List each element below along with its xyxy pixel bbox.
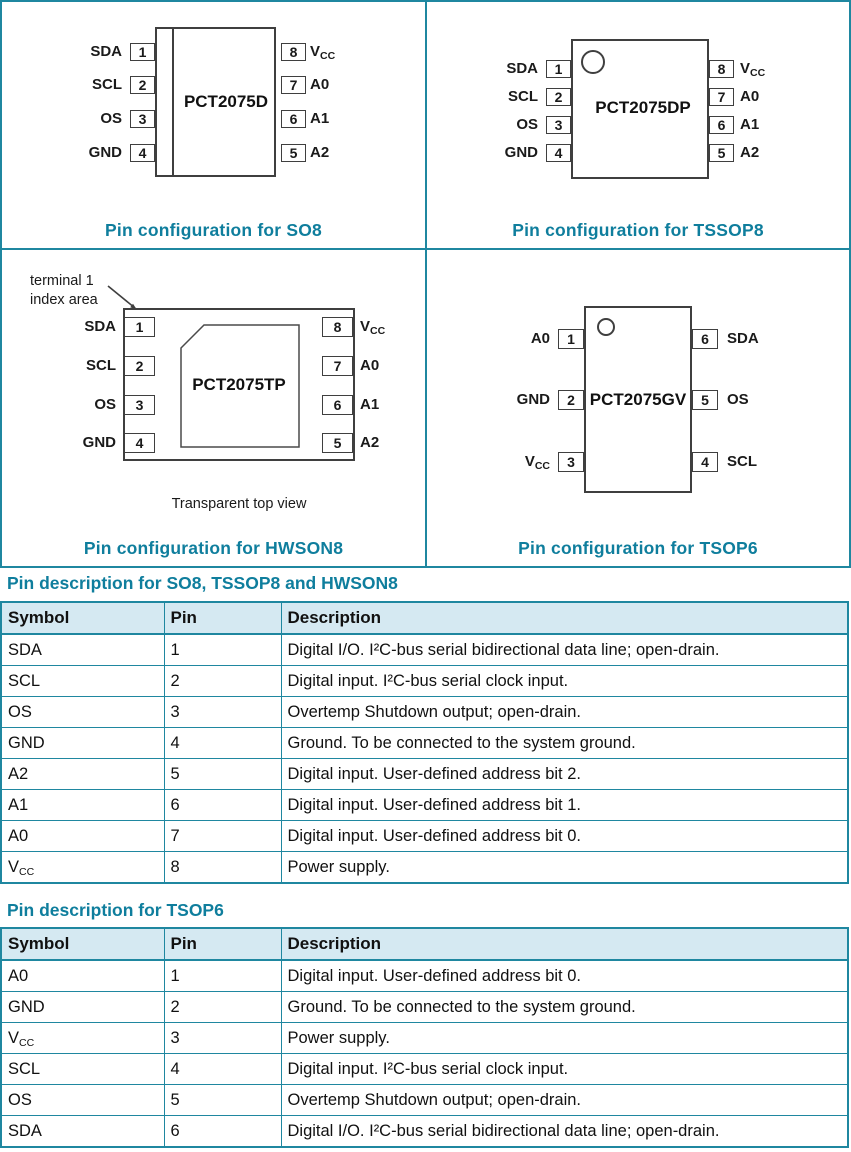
- pin-label-a1: A1: [360, 396, 380, 413]
- pin-description-tsop6-title: Pin description for TSOP6: [7, 900, 224, 920]
- table-row: [1, 1116, 848, 1148]
- tsop6-chip-name: PCT2075GV: [589, 390, 687, 409]
- desc-cell: Digital input. User-defined address bit 0.: [281, 821, 848, 852]
- table-row: [1, 852, 848, 884]
- terminal1-index-area-annotation: [30, 272, 98, 310]
- pin-box-7: 7: [709, 88, 734, 106]
- pin-box-6: 6: [709, 116, 734, 134]
- hwson8-caption: Pin configuration for HWSON8: [83, 538, 344, 558]
- so8-pin-configuration-diagram: [2, 2, 425, 248]
- table-row: [1, 1023, 848, 1054]
- pin-label-scl: SCL: [508, 88, 538, 105]
- pin-box-5: 5: [281, 144, 306, 162]
- pin-cell: 6: [164, 790, 281, 821]
- pin-box-4: 4: [692, 452, 718, 472]
- desc-cell: Digital input. User-defined address bit 1.: [281, 790, 848, 821]
- desc-cell: Overtemp Shutdown output; open-drain.: [281, 1085, 848, 1116]
- hwson8-pin-configuration-diagram: [2, 250, 425, 566]
- pin-label-a0: A0: [740, 88, 760, 105]
- symbol-cell: OS: [1, 1085, 164, 1116]
- pin-box-3: 3: [546, 116, 571, 134]
- pin-label-sda: SDA: [727, 330, 759, 347]
- tssop8-caption: Pin configuration for TSSOP8: [512, 220, 764, 240]
- pin-label-os: OS: [100, 110, 122, 127]
- pin-label-vcc: $V_{CC}$: [310, 43, 336, 62]
- pin-label-vcc: $V_{CC}$: [740, 60, 766, 79]
- pin1-indicator-circle: [597, 318, 615, 336]
- pin-label-os: OS: [516, 116, 538, 133]
- symbol-cell: A2: [1, 759, 164, 790]
- pin-label-os: OS: [94, 396, 116, 413]
- pin-label-sda: SDA: [90, 43, 122, 60]
- pin-cell: 5: [164, 1085, 281, 1116]
- pin-label-a2: A2: [310, 144, 330, 161]
- pin-box-4: 4: [546, 144, 571, 162]
- col-header-description: Description: [281, 602, 848, 634]
- pin1-indicator-circle: [581, 50, 605, 74]
- pin-cell: 7: [164, 821, 281, 852]
- table-head: [1, 602, 848, 634]
- pin-label-a1: A1: [310, 110, 330, 127]
- pin-box-3: 3: [130, 110, 155, 128]
- pin-description-table: [0, 601, 849, 884]
- table-row: [1, 992, 848, 1023]
- pin-description-table: [0, 927, 849, 1148]
- pin-box-4: 4: [124, 433, 155, 453]
- col-header-symbol: Symbol: [1, 928, 164, 960]
- table-row: [1, 1085, 848, 1116]
- pin-box-8: 8: [322, 317, 353, 337]
- tssop8-chip-name: PCT2075DP: [595, 98, 691, 117]
- pin-cell: 3: [164, 697, 281, 728]
- pin-box-4: 4: [130, 144, 155, 162]
- tssop8-pin-configuration-diagram: [427, 2, 849, 248]
- pin-label-sda: SDA: [84, 318, 116, 335]
- pin-box-1: 1: [130, 43, 155, 61]
- symbol-cell: A1: [1, 790, 164, 821]
- pin-box-7: 7: [322, 356, 353, 376]
- desc-cell: Digital input. I²C-bus serial clock input.: [281, 1054, 848, 1085]
- table-row: [1, 728, 848, 759]
- pin-label-gnd: GND: [516, 391, 550, 408]
- subscript: CC: [534, 460, 550, 472]
- pin-box-6: 6: [692, 329, 718, 349]
- pin-cell: 2: [164, 666, 281, 697]
- pin-cell: 4: [164, 1054, 281, 1085]
- pin-box-6: 6: [322, 395, 353, 415]
- subscript: CC: [19, 1036, 35, 1049]
- pin-label-os: OS: [727, 391, 749, 408]
- desc-cell: Digital input. User-defined address bit 0.: [281, 960, 848, 992]
- so8-chip-name: PCT2075D: [183, 92, 269, 111]
- pin-configuration-panel: [0, 0, 851, 568]
- header-row: [1, 602, 848, 634]
- pin-box-5: 5: [322, 433, 353, 453]
- pin-cell: 5: [164, 759, 281, 790]
- symbol-cell: SDA: [1, 634, 164, 666]
- table-row: [1, 821, 848, 852]
- pin-label-scl: SCL: [92, 76, 122, 93]
- tsop6-pin-configuration-diagram: [427, 250, 849, 566]
- pin-cell: 1: [164, 634, 281, 666]
- pin-cell: 2: [164, 992, 281, 1023]
- table-head: [1, 928, 848, 960]
- pin-box-6: 6: [281, 110, 306, 128]
- pin-label-gnd: GND: [82, 434, 116, 451]
- pin-cell: 3: [164, 1023, 281, 1054]
- pin-cell: 6: [164, 1116, 281, 1148]
- pin-label-a0: A0: [310, 76, 330, 93]
- pin-description-so8-tssop8-hwson8-title: Pin description for SO8, TSSOP8 and HWSON8: [7, 573, 398, 593]
- table-row: [1, 697, 848, 728]
- pin-description-table-so8-tssop8-hwson8: [0, 601, 849, 884]
- table-body: [1, 634, 848, 883]
- pin-label-a2: A2: [360, 434, 380, 451]
- pin-box-8: 8: [709, 60, 734, 78]
- pin-label-a1: A1: [740, 116, 760, 133]
- symbol-cell: SCL: [1, 666, 164, 697]
- hwson8-chip-name: PCT2075TP: [192, 375, 286, 394]
- pin-label-vcc: $V_{CC}$: [524, 453, 550, 472]
- pin-label-scl: SCL: [727, 453, 757, 470]
- pin-label-vcc: $V_{CC}$: [360, 318, 386, 337]
- col-header-pin: Pin: [164, 602, 281, 634]
- table-row: [1, 960, 848, 992]
- pin-box-1: 1: [546, 60, 571, 78]
- desc-cell: Digital I/O. I²C-bus serial bidirectional data line; open-drain.: [281, 1116, 848, 1148]
- subscript: CC: [370, 325, 386, 337]
- pin-box-3: 3: [124, 395, 155, 415]
- desc-cell: Overtemp Shutdown output; open-drain.: [281, 697, 848, 728]
- table-body: [1, 960, 848, 1147]
- pin-box-2: 2: [130, 76, 155, 94]
- pin-label-gnd: GND: [88, 144, 122, 161]
- pin-label-a2: A2: [740, 144, 760, 161]
- desc-cell: Power supply.: [281, 852, 848, 884]
- pin-box-7: 7: [281, 76, 306, 94]
- subscript: CC: [750, 67, 766, 79]
- pin-label-a0: A0: [360, 357, 380, 374]
- transparent-top-view-note: Transparent top view: [171, 496, 307, 512]
- symbol-cell: VCC: [1, 1023, 164, 1054]
- pin-box-1: 1: [124, 317, 155, 337]
- table-row: [1, 666, 848, 697]
- pin-box-5: 5: [692, 390, 718, 410]
- pin-box-3: 3: [558, 452, 584, 472]
- pin-label-sda: SDA: [506, 60, 538, 77]
- pin-cell: 8: [164, 852, 281, 884]
- pin-box-2: 2: [546, 88, 571, 106]
- symbol-cell: A0: [1, 960, 164, 992]
- pin-box-2: 2: [124, 356, 155, 376]
- pin-box-1: 1: [558, 329, 584, 349]
- symbol-cell: GND: [1, 728, 164, 759]
- desc-cell: Ground. To be connected to the system ground.: [281, 992, 848, 1023]
- symbol-cell: VCC: [1, 852, 164, 884]
- tsop6-caption: Pin configuration for TSOP6: [518, 538, 758, 558]
- pin-cell: 1: [164, 960, 281, 992]
- pin-cell: 4: [164, 728, 281, 759]
- col-header-description: Description: [281, 928, 848, 960]
- annotation-line1: terminal 1: [30, 273, 94, 289]
- pin-label-a0: A0: [530, 330, 550, 347]
- symbol-cell: OS: [1, 697, 164, 728]
- subscript: CC: [19, 865, 35, 878]
- header-row: [1, 928, 848, 960]
- table-row: [1, 1054, 848, 1085]
- col-header-pin: Pin: [164, 928, 281, 960]
- desc-cell: Digital input. I²C-bus serial clock input.: [281, 666, 848, 697]
- pin-box-2: 2: [558, 390, 584, 410]
- symbol-cell: A0: [1, 821, 164, 852]
- desc-cell: Power supply.: [281, 1023, 848, 1054]
- desc-cell: Digital I/O. I²C-bus serial bidirectional data line; open-drain.: [281, 634, 848, 666]
- col-header-symbol: Symbol: [1, 602, 164, 634]
- symbol-cell: SDA: [1, 1116, 164, 1148]
- table-row: [1, 790, 848, 821]
- table-row: [1, 759, 848, 790]
- desc-cell: Digital input. User-defined address bit 2.: [281, 759, 848, 790]
- pin-label-scl: SCL: [86, 357, 116, 374]
- pin-description-table-tsop6: [0, 927, 849, 1148]
- pin-label-gnd: GND: [504, 144, 538, 161]
- annotation-line2: index area: [30, 292, 98, 308]
- symbol-cell: SCL: [1, 1054, 164, 1085]
- desc-cell: Ground. To be connected to the system ground.: [281, 728, 848, 759]
- table-row: [1, 634, 848, 666]
- symbol-cell: GND: [1, 992, 164, 1023]
- subscript: CC: [320, 50, 336, 62]
- pin-box-5: 5: [709, 144, 734, 162]
- so8-caption: Pin configuration for SO8: [105, 220, 322, 240]
- pin-box-8: 8: [281, 43, 306, 61]
